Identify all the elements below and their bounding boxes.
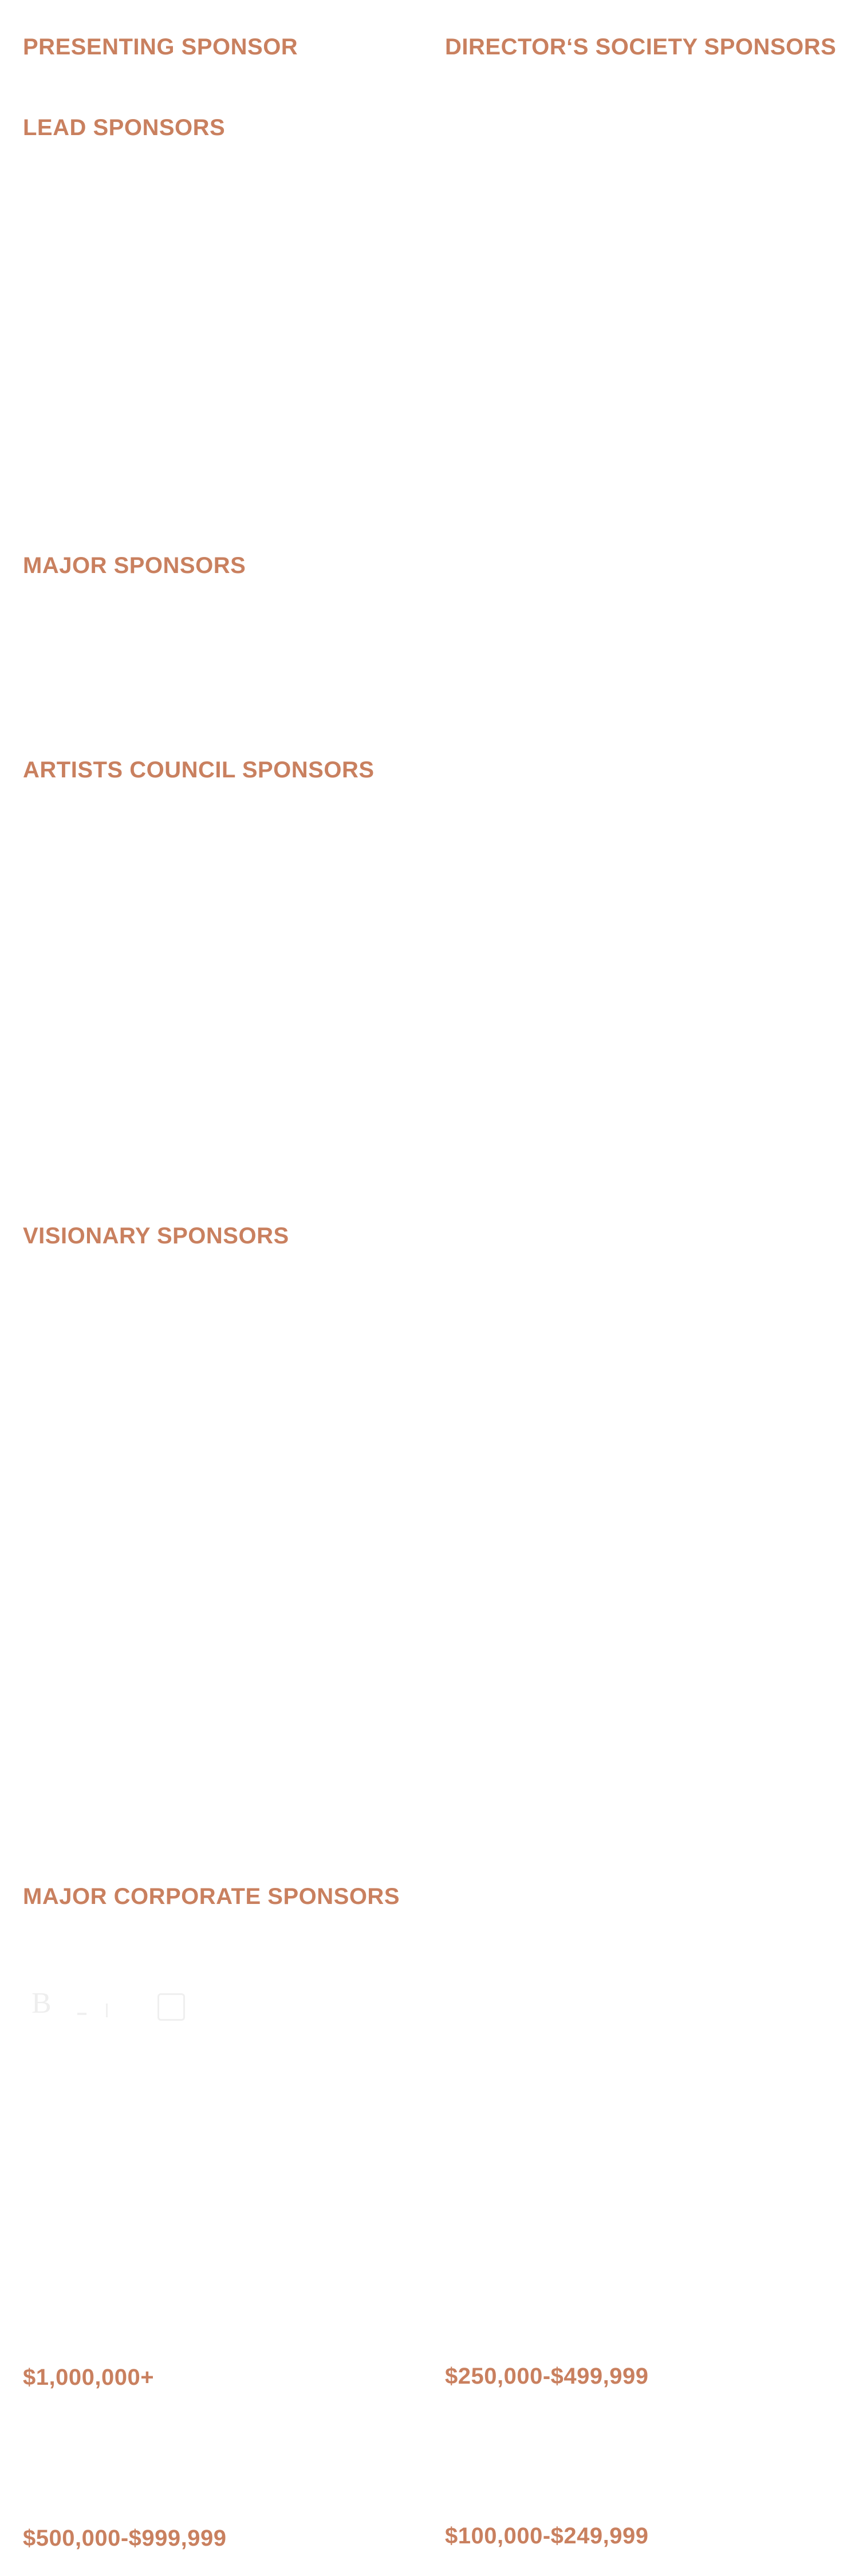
major-sponsors-heading: MAJOR SPONSORS — [23, 553, 246, 578]
faint-logo-b: B — [31, 1987, 52, 2020]
corporate-logo-strip — [26, 1986, 198, 2026]
directors-society-sponsors-heading: DIRECTOR‘S SOCIETY SPONSORS — [445, 34, 837, 60]
faint-logo-box — [157, 1993, 185, 2021]
faint-logo-tick — [106, 2004, 108, 2017]
lead-sponsors-heading: LEAD SPONSORS — [23, 115, 226, 140]
presenting-sponsor-heading: PRESENTING SPONSOR — [23, 34, 298, 60]
major-corporate-sponsors-heading: MAJOR CORPORATE SPONSORS — [23, 1884, 400, 1909]
giving-level-500k-999k: $500,000-$999,999 — [23, 2526, 227, 2551]
giving-level-250k-499k: $250,000-$499,999 — [445, 2364, 649, 2389]
faint-logo-dash — [77, 2013, 86, 2015]
artists-council-sponsors-heading: ARTISTS COUNCIL SPONSORS — [23, 757, 375, 783]
giving-level-1m-plus: $1,000,000+ — [23, 2365, 155, 2390]
visionary-sponsors-heading: VISIONARY SPONSORS — [23, 1223, 289, 1249]
giving-level-100k-249k: $100,000-$249,999 — [445, 2523, 649, 2549]
